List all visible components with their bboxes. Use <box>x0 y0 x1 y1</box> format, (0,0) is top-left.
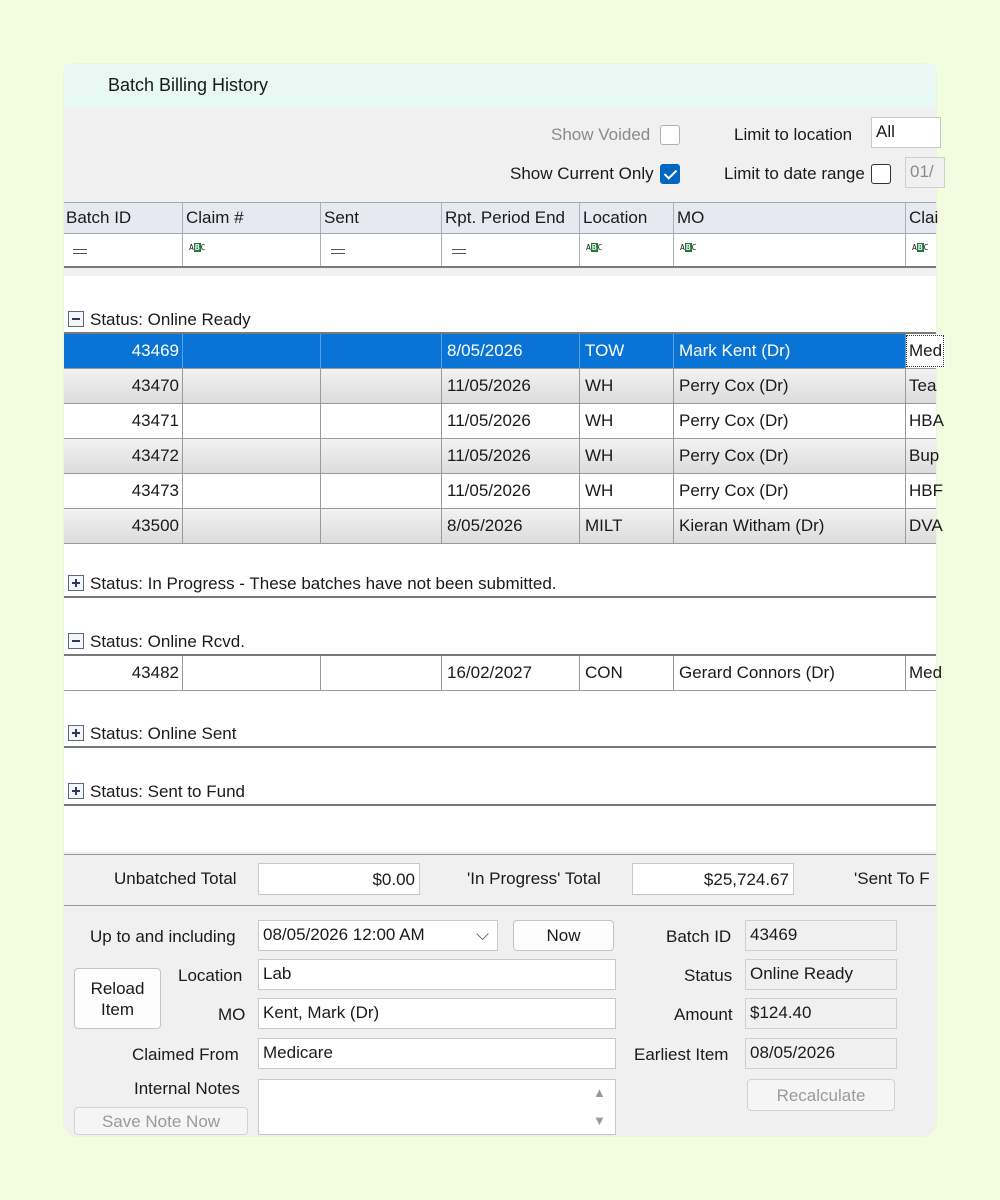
cell-mo: Kieran Witham (Dr) <box>673 509 906 543</box>
column-header-batch-id[interactable]: Batch ID <box>66 208 132 227</box>
detail-panel <box>64 907 936 1136</box>
group-divider <box>64 596 936 598</box>
cell-claim <box>182 334 321 368</box>
cell-period-end: 11/05/2026 <box>441 404 580 438</box>
cell-batch-id: 43482 <box>131 663 179 682</box>
group-divider <box>64 804 936 806</box>
table-row[interactable] <box>64 404 944 439</box>
cell-mo: Perry Cox (Dr) <box>673 404 906 438</box>
claimed-from-label: Claimed From <box>132 1045 239 1064</box>
filter-claim[interactable] <box>182 234 321 266</box>
cell-claim <box>182 474 321 508</box>
cell-location: WH <box>579 474 674 508</box>
table-row[interactable] <box>64 334 943 369</box>
totals-bar <box>64 854 936 906</box>
cell-location: WH <box>579 404 674 438</box>
text-filter-icon: ABC <box>912 243 929 252</box>
cell-location: WH <box>579 369 674 403</box>
cell-batch-id: 43471 <box>131 411 179 430</box>
internal-notes-textarea[interactable] <box>258 1079 616 1135</box>
in-progress-total-label: 'In Progress' Total <box>467 869 601 888</box>
reload-button-label: Reload <box>90 979 145 998</box>
cell-claimed: HBA <box>905 404 945 438</box>
table-row[interactable] <box>64 439 940 474</box>
cell-batch-id: 43469 <box>131 341 179 360</box>
up-to-label: Up to and including <box>90 927 236 946</box>
cell-claim <box>182 656 321 690</box>
in-progress-total-value: $25,724.67 <box>632 863 794 895</box>
cell-mo: Perry Cox (Dr) <box>673 439 906 473</box>
location-field[interactable]: Lab <box>258 959 616 990</box>
table-row[interactable] <box>64 474 943 509</box>
internal-notes-label: Internal Notes <box>134 1079 240 1098</box>
cell-mo: Mark Kent (Dr) <box>673 334 906 368</box>
cell-location: CON <box>579 656 674 690</box>
text-filter-icon: ABC <box>586 243 603 252</box>
show-current-only-label: Show Current Only <box>510 164 654 183</box>
cell-claimed: Bup <box>905 439 945 473</box>
filter-period-end[interactable] <box>441 234 580 266</box>
filter-location[interactable] <box>579 234 674 266</box>
cell-batch-id: 43472 <box>131 446 179 465</box>
cell-claimed: Med <box>905 656 945 690</box>
limit-date-range-checkbox[interactable] <box>871 164 891 184</box>
cell-claim <box>182 439 321 473</box>
batch-id-field: 43469 <box>745 920 897 951</box>
limit-date-range-label: Limit to date range <box>724 164 865 183</box>
equals-filter-icon <box>73 249 87 254</box>
group-header-online-sent[interactable] <box>68 724 236 744</box>
column-header-mo[interactable]: MO <box>673 203 906 233</box>
cell-location: TOW <box>579 334 674 368</box>
cell-sent <box>320 334 442 368</box>
group-label: Status: Sent to Fund <box>90 782 245 801</box>
cell-claim <box>182 369 321 403</box>
batch-billing-window <box>64 64 944 1136</box>
show-voided-label: Show Voided <box>551 125 651 144</box>
group-header-online-rcvd[interactable] <box>68 632 245 652</box>
scroll-down-icon[interactable]: ▼ <box>593 1113 606 1128</box>
column-header-claim[interactable]: Claim # <box>182 203 321 233</box>
up-to-value: 08/05/2026 12:00 AM <box>263 925 425 944</box>
group-header-in-progress[interactable] <box>68 574 557 594</box>
cell-claimed: Tea <box>905 369 945 403</box>
column-header-location[interactable]: Location <box>579 203 674 233</box>
now-button[interactable]: Now <box>513 920 614 951</box>
column-header-claimed[interactable]: Clai <box>905 203 945 233</box>
chevron-down-icon[interactable]: ⌵ <box>476 925 489 944</box>
group-label: Status: Online Rcvd. <box>90 632 245 651</box>
amount-field: $124.40 <box>745 998 897 1029</box>
equals-filter-icon <box>331 249 345 254</box>
table-row[interactable] <box>64 509 943 544</box>
unbatched-total-value: $0.00 <box>258 863 420 895</box>
group-label: Status: Online Ready <box>90 310 251 329</box>
expand-icon[interactable] <box>68 575 84 591</box>
reload-button-label: Item <box>100 1000 135 1019</box>
filter-batch-id[interactable] <box>63 234 183 266</box>
unbatched-total-label: Unbatched Total <box>114 869 237 888</box>
grid-header <box>64 202 939 234</box>
cell-sent <box>320 404 442 438</box>
text-filter-icon: ABC <box>680 243 697 252</box>
cell-claim <box>182 404 321 438</box>
cell-mo: Gerard Connors (Dr) <box>673 656 906 690</box>
column-header-period-end[interactable]: Rpt. Period End <box>441 203 580 233</box>
mo-label: MO <box>218 1005 246 1024</box>
up-to-datetime-field[interactable] <box>258 920 498 951</box>
cell-mo: Perry Cox (Dr) <box>673 369 906 403</box>
status-label: Status <box>684 966 733 985</box>
save-note-button[interactable]: Save Note Now <box>74 1107 248 1135</box>
cell-batch-id: 43470 <box>131 376 179 395</box>
filter-sent[interactable] <box>320 234 442 266</box>
limit-location-label: Limit to location <box>734 125 853 144</box>
cell-claimed: DVA <box>905 509 945 543</box>
grid-body <box>64 276 944 852</box>
location-label: Location <box>178 966 243 985</box>
recalculate-button[interactable]: Recalculate <box>747 1079 895 1111</box>
cell-sent <box>320 656 442 690</box>
sent-to-fund-total-label: 'Sent To F <box>854 869 930 888</box>
group-header-sent-to-fund[interactable] <box>68 782 245 802</box>
expand-icon[interactable] <box>68 783 84 799</box>
table-row[interactable] <box>64 369 936 404</box>
cell-mo: Perry Cox (Dr) <box>673 474 906 508</box>
equals-filter-icon <box>452 249 466 254</box>
table-row[interactable] <box>64 656 943 691</box>
reload-item-button[interactable] <box>74 968 161 1029</box>
earliest-item-label: Earliest Item <box>634 1045 729 1064</box>
cell-sent <box>320 474 442 508</box>
cell-sent <box>320 439 442 473</box>
batch-id-label: Batch ID <box>666 927 732 946</box>
cell-period-end: 11/05/2026 <box>441 369 580 403</box>
group-divider <box>64 746 936 748</box>
cell-batch-id: 43500 <box>131 516 179 535</box>
mo-field[interactable]: Kent, Mark (Dr) <box>258 998 616 1029</box>
group-header-online-ready[interactable] <box>68 310 251 330</box>
group-label: Status: Online Sent <box>90 724 237 743</box>
grid-filter-row <box>64 234 936 268</box>
collapse-icon[interactable] <box>68 311 84 327</box>
title-bar <box>64 64 936 108</box>
cell-location: WH <box>579 439 674 473</box>
show-current-only-checkbox[interactable] <box>660 164 680 184</box>
claimed-from-field[interactable]: Medicare <box>258 1038 616 1069</box>
earliest-item-field: 08/05/2026 <box>745 1038 897 1069</box>
cell-batch-id: 43473 <box>131 481 179 500</box>
collapse-icon[interactable] <box>68 633 84 649</box>
cell-period-end: 11/05/2026 <box>441 439 580 473</box>
cell-claim <box>182 509 321 543</box>
expand-icon[interactable] <box>68 725 84 741</box>
limit-location-select[interactable]: All <box>871 117 941 148</box>
group-label: Status: In Progress - These batches have not been submitted. <box>90 574 557 593</box>
cell-location: MILT <box>579 509 674 543</box>
show-voided-checkbox[interactable] <box>660 125 680 145</box>
text-filter-icon: ABC <box>189 243 206 252</box>
filter-claimed[interactable] <box>905 234 945 266</box>
cell-claimed: HBF <box>905 474 945 508</box>
amount-label: Amount <box>674 1005 733 1024</box>
cell-sent <box>320 369 442 403</box>
window-title: Batch Billing History <box>108 75 269 95</box>
cell-period-end: 11/05/2026 <box>441 474 580 508</box>
cell-claimed: Med <box>905 334 945 368</box>
column-header-sent[interactable]: Sent <box>320 203 442 233</box>
cell-period-end: 8/05/2026 <box>441 334 580 368</box>
scroll-up-icon[interactable]: ▲ <box>593 1085 606 1100</box>
cell-period-end: 16/02/2027 <box>441 656 580 690</box>
status-field: Online Ready <box>745 959 897 990</box>
date-range-start-field[interactable]: 01/ <box>905 157 945 188</box>
cell-period-end: 8/05/2026 <box>441 509 580 543</box>
filter-mo[interactable] <box>673 234 906 266</box>
cell-sent <box>320 509 442 543</box>
